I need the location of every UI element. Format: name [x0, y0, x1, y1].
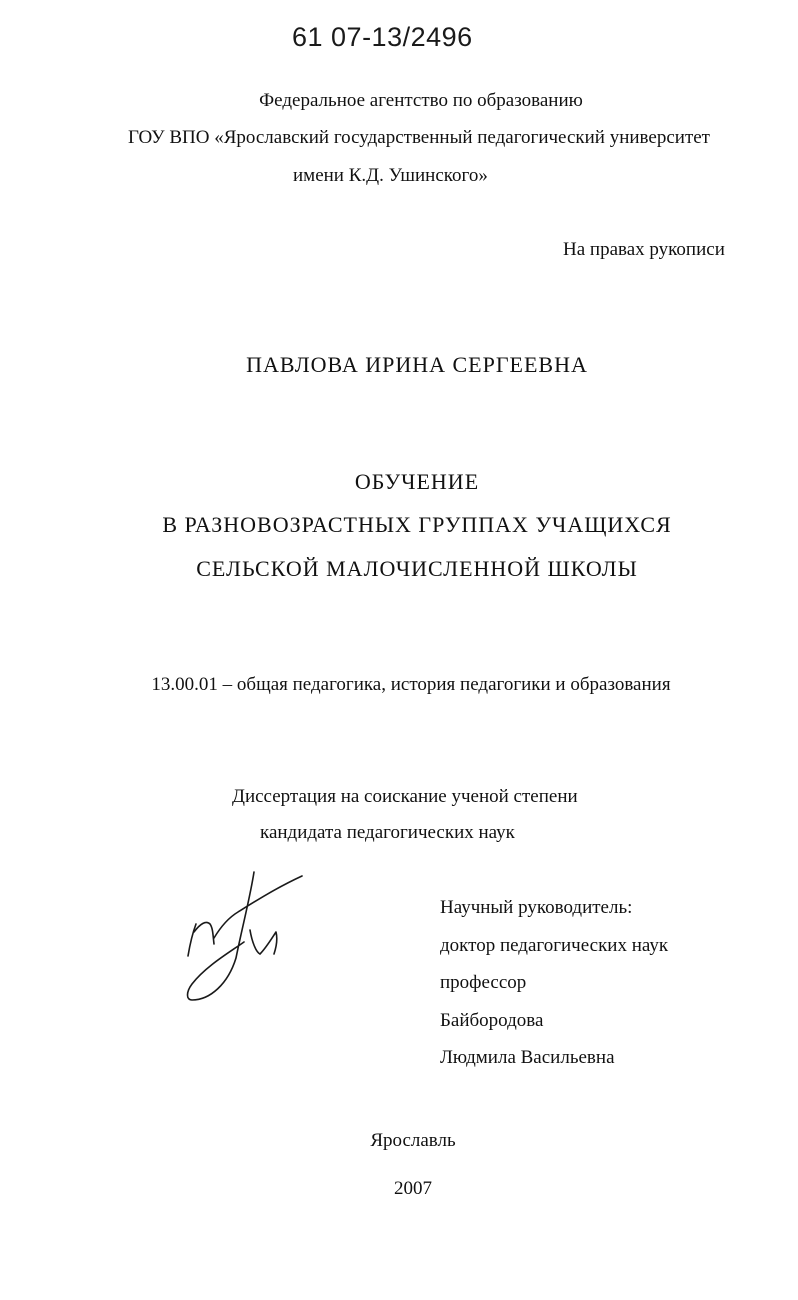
- supervisor-surname: Байбородова: [440, 1010, 544, 1031]
- handwritten-signature: [180, 868, 310, 1008]
- supervisor-name: Людмила Васильевна: [440, 1047, 615, 1068]
- header-agency: Федеральное агентство по образованию: [259, 90, 583, 111]
- author-name: ПАВЛОВА ИРИНА СЕРГЕЕВНА: [246, 352, 588, 377]
- archive-stamp-code: 61 07-13/2496: [292, 22, 473, 52]
- dissertation-title-line3: СЕЛЬСКОЙ МАЛОЧИСЛЕННОЙ ШКОЛЫ: [196, 556, 638, 581]
- supervisor-rank: профессор: [440, 972, 527, 993]
- specialty-code: 13.00.01 – общая педагогика, история педагогики и образования: [151, 674, 671, 695]
- footer-city: Ярославль: [370, 1130, 456, 1151]
- manuscript-note: На правах рукописи: [563, 239, 725, 260]
- supervisor-label: Научный руководитель:: [440, 897, 633, 918]
- supervisor-degree: доктор педагогических наук: [440, 935, 669, 956]
- dissertation-title-line1: ОБУЧЕНИЕ: [354, 469, 480, 494]
- footer-year: 2007: [394, 1178, 432, 1199]
- dissertation-title-line2: В РАЗНОВОЗРАСТНЫХ ГРУППАХ УЧАЩИХСЯ: [162, 512, 672, 537]
- header-university-name: имени К.Д. Ушинского»: [293, 165, 488, 186]
- degree-line2: кандидата педагогических наук: [260, 822, 515, 843]
- degree-line1: Диссертация на соискание ученой степени: [232, 786, 578, 807]
- header-university: ГОУ ВПО «Ярославский государственный педагогический университет: [128, 127, 710, 148]
